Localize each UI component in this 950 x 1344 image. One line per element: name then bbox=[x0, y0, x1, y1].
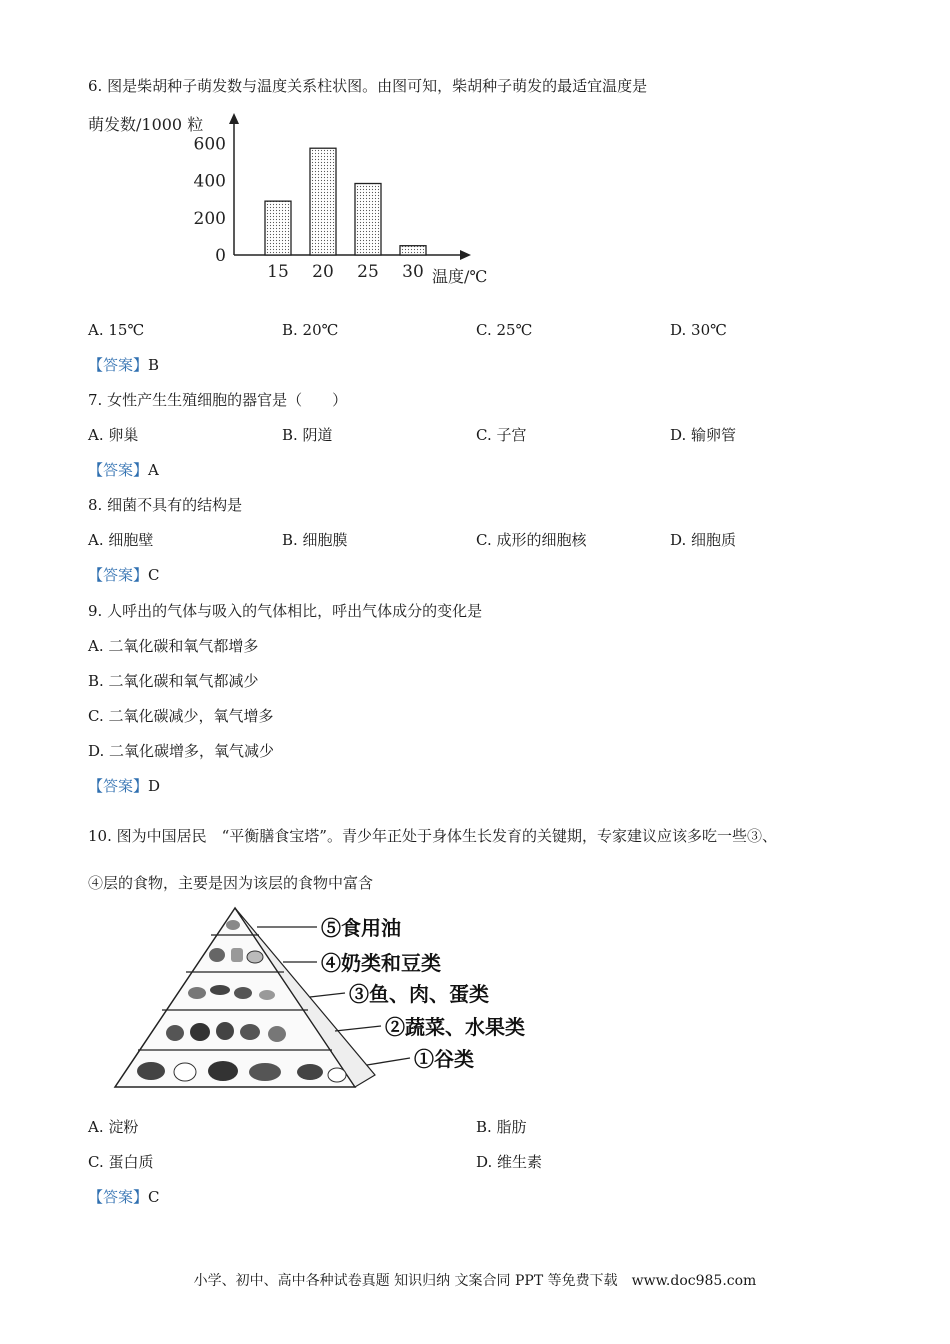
y-tick-label: 400 bbox=[193, 171, 226, 192]
bar-20 bbox=[310, 148, 336, 255]
q8-option-a: A. 细胞壁 bbox=[88, 531, 154, 549]
q8-answer bbox=[88, 565, 160, 585]
chart-ylabel: 萌发数/1000 粒 bbox=[88, 115, 204, 134]
q10-option-b: B. 脂肪 bbox=[476, 1118, 527, 1136]
y-tick-label: 200 bbox=[193, 208, 226, 229]
q6-option-a: A. 15℃ bbox=[88, 321, 145, 339]
q8-option-b: B. 细胞膜 bbox=[282, 531, 348, 549]
q10-option-a: A. 淀粉 bbox=[88, 1118, 139, 1136]
q6-option-c: C. 25℃ bbox=[476, 321, 533, 339]
q9-stem: 9. 人呼出的气体与吸入的气体相比，呼出气体成分的变化是 bbox=[88, 602, 483, 620]
q7-option-a: A. 卵巢 bbox=[88, 426, 139, 444]
pyramid-label-2: ②蔬菜、水果类 bbox=[385, 1015, 525, 1039]
answer-value: C bbox=[148, 1188, 160, 1206]
bar-15 bbox=[265, 201, 291, 255]
q10-option-d: D. 维生素 bbox=[476, 1153, 543, 1171]
chart-xlabel: 温度/℃ bbox=[432, 267, 488, 286]
answer-value: D bbox=[148, 777, 161, 795]
answer-value: C bbox=[148, 566, 160, 584]
q7-answer bbox=[88, 460, 159, 480]
q7-option-b: B. 阴道 bbox=[282, 426, 333, 444]
q9-answer bbox=[88, 776, 160, 796]
food-pyramid-diagram bbox=[105, 905, 595, 1095]
page-footer: 小学、初中、高中各种试卷真题 知识归纳 文案合同 PPT 等免费下载 www.doc985.com bbox=[193, 1273, 757, 1289]
q8-stem: 8. 细菌不具有的结构是 bbox=[88, 496, 243, 514]
pyramid-label-4: ④奶类和豆类 bbox=[321, 951, 441, 975]
q10-stem-line2: ④层的食物，主要是因为该层的食物中富含 bbox=[88, 874, 374, 892]
x-tick-label: 20 bbox=[312, 262, 334, 282]
y-tick-label: 0 bbox=[215, 246, 226, 266]
answer-label: 【答案】 bbox=[88, 461, 149, 479]
answer-label: 【答案】 bbox=[88, 356, 149, 374]
q8-option-d: D. 细胞质 bbox=[670, 531, 737, 549]
q9-option-d: D. 二氧化碳增多，氧气减少 bbox=[88, 742, 275, 760]
answer-label: 【答案】 bbox=[88, 777, 149, 795]
q6-option-d: D. 30℃ bbox=[670, 321, 727, 339]
y-tick-label: 600 bbox=[193, 134, 226, 155]
bar-30 bbox=[400, 246, 426, 255]
pyramid-label-5: ⑤食用油 bbox=[321, 916, 401, 940]
x-tick-label: 25 bbox=[357, 262, 379, 282]
q10-answer bbox=[88, 1187, 160, 1207]
answer-label: 【答案】 bbox=[88, 566, 149, 584]
pyramid-label-1: ①谷类 bbox=[414, 1047, 474, 1071]
y-axis-arrow bbox=[229, 113, 239, 124]
q10-stem-line1: 10. 图为中国居民 “平衡膳食宝塔”。青少年正处于身体生长发育的关键期，专家建议应该多吃一些③、 bbox=[88, 827, 777, 845]
q7-stem: 7. 女性产生生殖细胞的器官是（ ） bbox=[88, 391, 348, 409]
q10-option-c: C. 蛋白质 bbox=[88, 1153, 154, 1171]
germination-bar-chart bbox=[86, 110, 516, 295]
q7-option-c: C. 子宫 bbox=[476, 426, 527, 444]
answer-value: B bbox=[148, 356, 160, 374]
x-tick-label: 15 bbox=[267, 262, 289, 282]
bar-25 bbox=[355, 184, 381, 256]
x-axis-arrow bbox=[460, 250, 471, 260]
q9-option-b: B. 二氧化碳和氧气都减少 bbox=[88, 672, 259, 690]
answer-value: A bbox=[148, 461, 159, 479]
answer-label: 【答案】 bbox=[88, 1188, 149, 1206]
q6-answer bbox=[88, 355, 159, 375]
q7-option-d: D. 输卵管 bbox=[670, 426, 737, 444]
q9-option-c: C. 二氧化碳减少，氧气增多 bbox=[88, 707, 274, 725]
q9-option-a: A. 二氧化碳和氧气都增多 bbox=[88, 637, 259, 655]
q6-option-b: B. 20℃ bbox=[282, 321, 339, 339]
pyramid-label-3: ③鱼、肉、蛋类 bbox=[349, 982, 489, 1006]
q8-option-c: C. 成形的细胞核 bbox=[476, 531, 587, 549]
q6-stem: 6. 图是柴胡种子萌发数与温度关系柱状图。由图可知，柴胡种子萌发的最适宜温度是 bbox=[88, 77, 648, 95]
x-tick-label: 30 bbox=[402, 262, 424, 282]
